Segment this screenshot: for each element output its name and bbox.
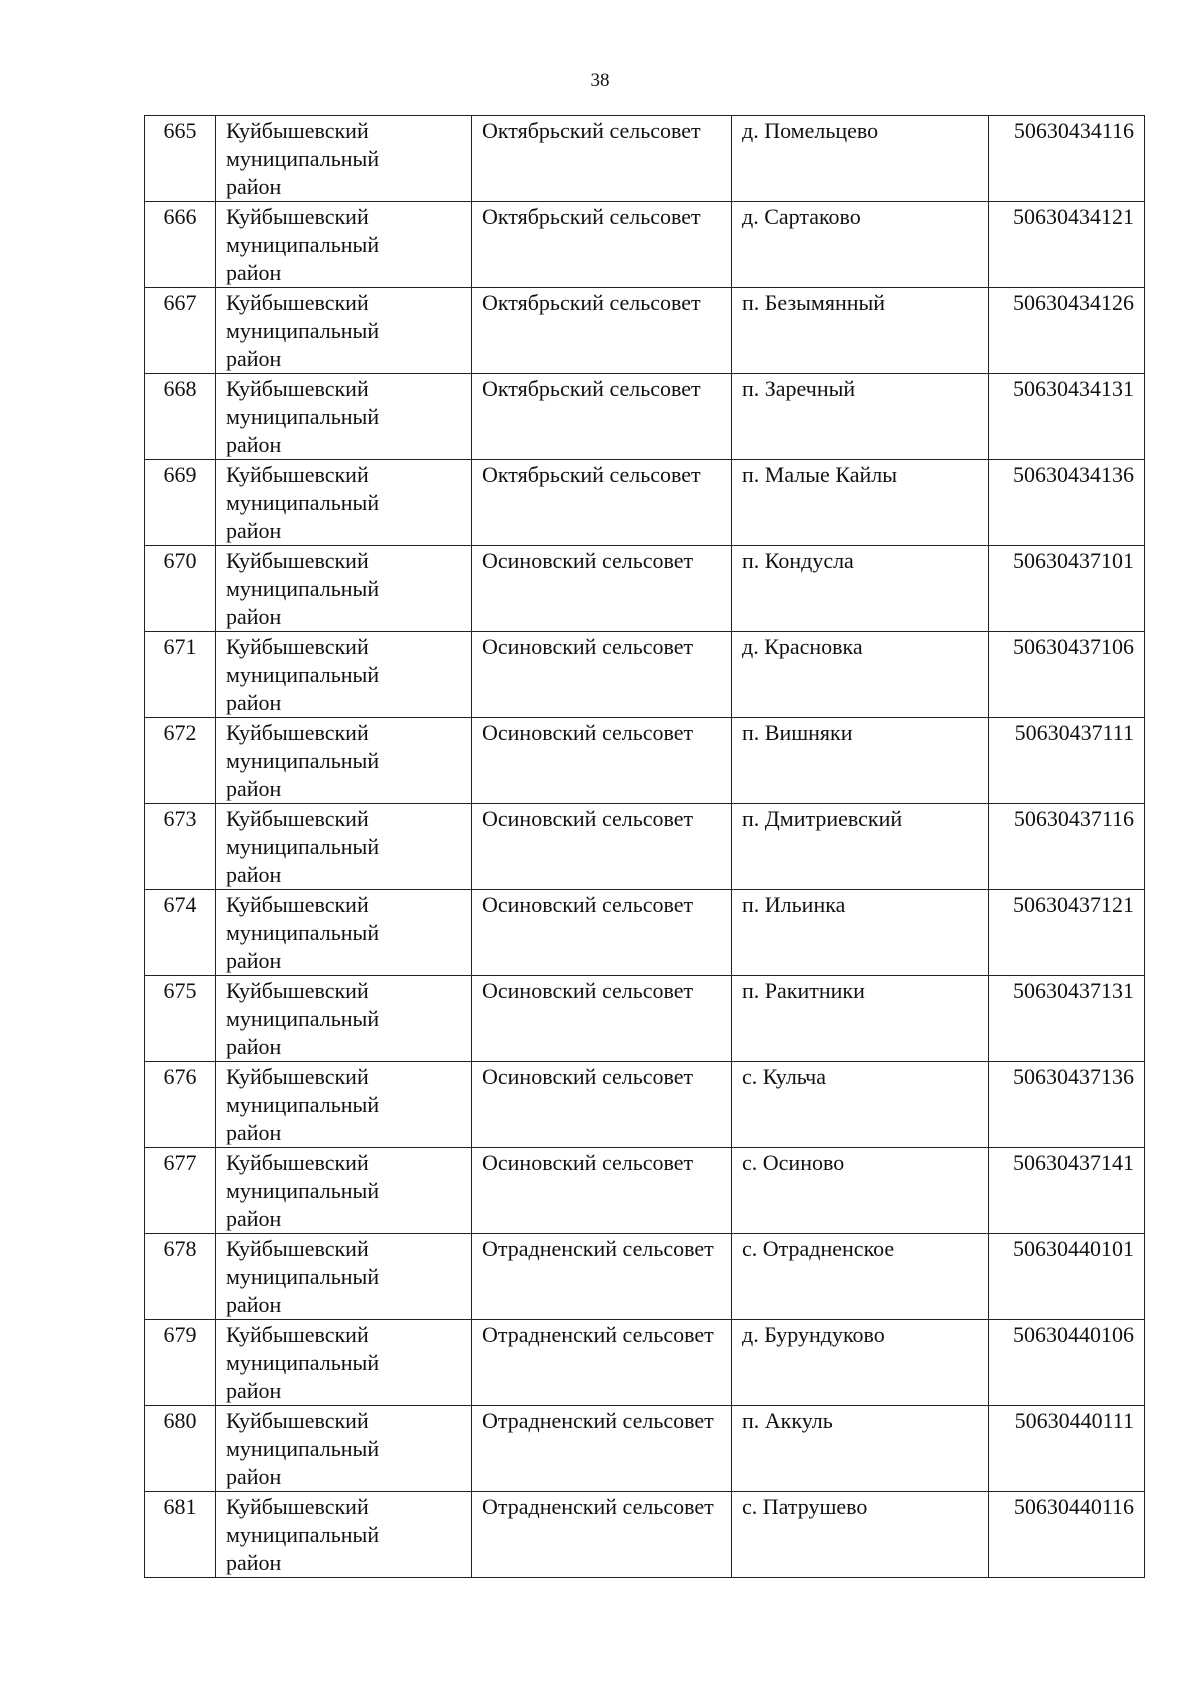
oktmo-code-cell: 50630434116	[989, 116, 1145, 202]
settlement-cell: д. Красновка	[732, 632, 989, 718]
settlement-cell: с. Отрадненское	[732, 1234, 989, 1320]
council-cell: Осиновский сельсовет	[472, 1062, 732, 1148]
district-cell	[216, 718, 472, 804]
settlement-cell: п. Аккуль	[732, 1406, 989, 1492]
district-line: муниципальный	[226, 232, 380, 257]
district-line: муниципальный	[226, 834, 380, 859]
district-line: муниципальный	[226, 662, 380, 687]
row-number-cell: 668	[145, 374, 216, 460]
district-cell	[216, 1406, 472, 1492]
council-cell: Октябрьский сельсовет	[472, 202, 732, 288]
oktmo-code-cell: 50630440106	[989, 1320, 1145, 1406]
district-line: район	[226, 1120, 282, 1145]
district-line: Куйбышевский	[226, 1494, 369, 1519]
table-row	[145, 1062, 1145, 1148]
district-line: Куйбышевский	[226, 462, 369, 487]
district-cell	[216, 804, 472, 890]
council-cell: Осиновский сельсовет	[472, 976, 732, 1062]
oktmo-code-cell: 50630440111	[989, 1406, 1145, 1492]
oktmo-code-cell: 50630437116	[989, 804, 1145, 890]
council-cell: Октябрьский сельсовет	[472, 116, 732, 202]
district-line: Куйбышевский	[226, 720, 369, 745]
district-line: Куйбышевский	[226, 1150, 369, 1175]
row-number-cell: 670	[145, 546, 216, 632]
district-line: Куйбышевский	[226, 376, 369, 401]
settlement-cell: с. Патрушево	[732, 1492, 989, 1578]
council-cell: Осиновский сельсовет	[472, 718, 732, 804]
district-line: муниципальный	[226, 1436, 380, 1461]
oktmo-code-cell: 50630440116	[989, 1492, 1145, 1578]
district-line: Куйбышевский	[226, 892, 369, 917]
settlement-cell: п. Малые Кайлы	[732, 460, 989, 546]
table-row	[145, 718, 1145, 804]
oktmo-code-cell: 50630440101	[989, 1234, 1145, 1320]
row-number-cell: 676	[145, 1062, 216, 1148]
settlement-cell: п. Дмитриевский	[732, 804, 989, 890]
oktmo-code-cell: 50630437121	[989, 890, 1145, 976]
council-cell: Отрадненский сельсовет	[472, 1320, 732, 1406]
district-cell	[216, 976, 472, 1062]
district-cell	[216, 116, 472, 202]
district-line: муниципальный	[226, 1350, 380, 1375]
council-cell: Осиновский сельсовет	[472, 890, 732, 976]
oktmo-code-cell: 50630437131	[989, 976, 1145, 1062]
district-line: район	[226, 1206, 282, 1231]
row-number-cell: 673	[145, 804, 216, 890]
district-line: район	[226, 776, 282, 801]
council-cell: Отрадненский сельсовет	[472, 1234, 732, 1320]
council-cell: Октябрьский сельсовет	[472, 460, 732, 546]
district-line: Куйбышевский	[226, 118, 369, 143]
settlement-cell: п. Ракитники	[732, 976, 989, 1062]
table-row	[145, 1148, 1145, 1234]
council-cell: Октябрьский сельсовет	[472, 374, 732, 460]
oktmo-code-cell: 50630434131	[989, 374, 1145, 460]
district-line: район	[226, 1378, 282, 1403]
district-line: муниципальный	[226, 576, 380, 601]
row-number-cell: 667	[145, 288, 216, 374]
settlement-cell: п. Кондусла	[732, 546, 989, 632]
district-line: район	[226, 948, 282, 973]
district-line: муниципальный	[226, 748, 380, 773]
council-cell: Отрадненский сельсовет	[472, 1406, 732, 1492]
council-cell: Осиновский сельсовет	[472, 1148, 732, 1234]
district-line: Куйбышевский	[226, 1408, 369, 1433]
district-line: район	[226, 432, 282, 457]
row-number-cell: 681	[145, 1492, 216, 1578]
row-number-cell: 669	[145, 460, 216, 546]
district-cell	[216, 890, 472, 976]
oktmo-code-cell: 50630437111	[989, 718, 1145, 804]
row-number-cell: 677	[145, 1148, 216, 1234]
district-line: муниципальный	[226, 318, 380, 343]
district-line: муниципальный	[226, 1006, 380, 1031]
oktmo-code-cell: 50630437136	[989, 1062, 1145, 1148]
district-line: Куйбышевский	[226, 978, 369, 1003]
district-line: Куйбышевский	[226, 1064, 369, 1089]
district-line: район	[226, 346, 282, 371]
district-cell	[216, 546, 472, 632]
district-line: Куйбышевский	[226, 1236, 369, 1261]
district-line: муниципальный	[226, 920, 380, 945]
row-number-cell: 666	[145, 202, 216, 288]
council-cell: Осиновский сельсовет	[472, 804, 732, 890]
settlement-cell: д. Бурундуково	[732, 1320, 989, 1406]
row-number-cell: 671	[145, 632, 216, 718]
table-row	[145, 1406, 1145, 1492]
settlement-cell: с. Осиново	[732, 1148, 989, 1234]
oktmo-code-cell: 50630437101	[989, 546, 1145, 632]
table-row	[145, 804, 1145, 890]
district-cell	[216, 1234, 472, 1320]
district-cell	[216, 202, 472, 288]
district-line: район	[226, 174, 282, 199]
district-cell	[216, 1148, 472, 1234]
settlement-cell: с. Кульча	[732, 1062, 989, 1148]
row-number-cell: 680	[145, 1406, 216, 1492]
district-line: Куйбышевский	[226, 204, 369, 229]
row-number-cell: 665	[145, 116, 216, 202]
district-line: муниципальный	[226, 1092, 380, 1117]
district-line: муниципальный	[226, 404, 380, 429]
district-line: Куйбышевский	[226, 806, 369, 831]
district-line: район	[226, 518, 282, 543]
table-row	[145, 890, 1145, 976]
table-row	[145, 202, 1145, 288]
row-number-cell: 678	[145, 1234, 216, 1320]
district-line: муниципальный	[226, 1522, 380, 1547]
row-number-cell: 672	[145, 718, 216, 804]
district-cell	[216, 1062, 472, 1148]
council-cell: Осиновский сельсовет	[472, 632, 732, 718]
district-line: район	[226, 604, 282, 629]
district-cell	[216, 374, 472, 460]
settlement-cell: п. Заречный	[732, 374, 989, 460]
row-number-cell: 674	[145, 890, 216, 976]
row-number-cell: 675	[145, 976, 216, 1062]
table-row	[145, 460, 1145, 546]
district-cell	[216, 1320, 472, 1406]
district-line: муниципальный	[226, 490, 380, 515]
district-line: Куйбышевский	[226, 1322, 369, 1347]
table-row	[145, 546, 1145, 632]
settlements-table	[144, 115, 1145, 1578]
row-number-cell: 679	[145, 1320, 216, 1406]
district-line: район	[226, 862, 282, 887]
district-line: район	[226, 1292, 282, 1317]
settlement-cell: п. Безымянный	[732, 288, 989, 374]
oktmo-code-cell: 50630434136	[989, 460, 1145, 546]
district-cell	[216, 1492, 472, 1578]
district-line: муниципальный	[226, 1264, 380, 1289]
table-row	[145, 632, 1145, 718]
page-number: 38	[590, 70, 610, 91]
district-line: Куйбышевский	[226, 290, 369, 315]
table-row	[145, 374, 1145, 460]
district-line: район	[226, 1550, 282, 1575]
table-row	[145, 288, 1145, 374]
table-row	[145, 1234, 1145, 1320]
district-line: район	[226, 1464, 282, 1489]
district-line: Куйбышевский	[226, 634, 369, 659]
district-line: район	[226, 690, 282, 715]
table-row	[145, 1492, 1145, 1578]
settlement-cell: п. Ильинка	[732, 890, 989, 976]
table-row	[145, 1320, 1145, 1406]
table-row	[145, 976, 1145, 1062]
table-row	[145, 116, 1145, 202]
settlement-cell: д. Помельцево	[732, 116, 989, 202]
oktmo-code-cell: 50630437141	[989, 1148, 1145, 1234]
district-line: Куйбышевский	[226, 548, 369, 573]
council-cell: Отрадненский сельсовет	[472, 1492, 732, 1578]
oktmo-code-cell: 50630437106	[989, 632, 1145, 718]
district-line: район	[226, 260, 282, 285]
settlement-cell: п. Вишняки	[732, 718, 989, 804]
council-cell: Октябрьский сельсовет	[472, 288, 732, 374]
district-cell	[216, 460, 472, 546]
district-cell	[216, 632, 472, 718]
oktmo-code-cell: 50630434126	[989, 288, 1145, 374]
district-cell	[216, 288, 472, 374]
settlement-cell: д. Сартаково	[732, 202, 989, 288]
table-body	[145, 116, 1145, 1578]
district-line: муниципальный	[226, 1178, 380, 1203]
oktmo-code-cell: 50630434121	[989, 202, 1145, 288]
district-line: муниципальный	[226, 146, 380, 171]
district-line: район	[226, 1034, 282, 1059]
council-cell: Осиновский сельсовет	[472, 546, 732, 632]
